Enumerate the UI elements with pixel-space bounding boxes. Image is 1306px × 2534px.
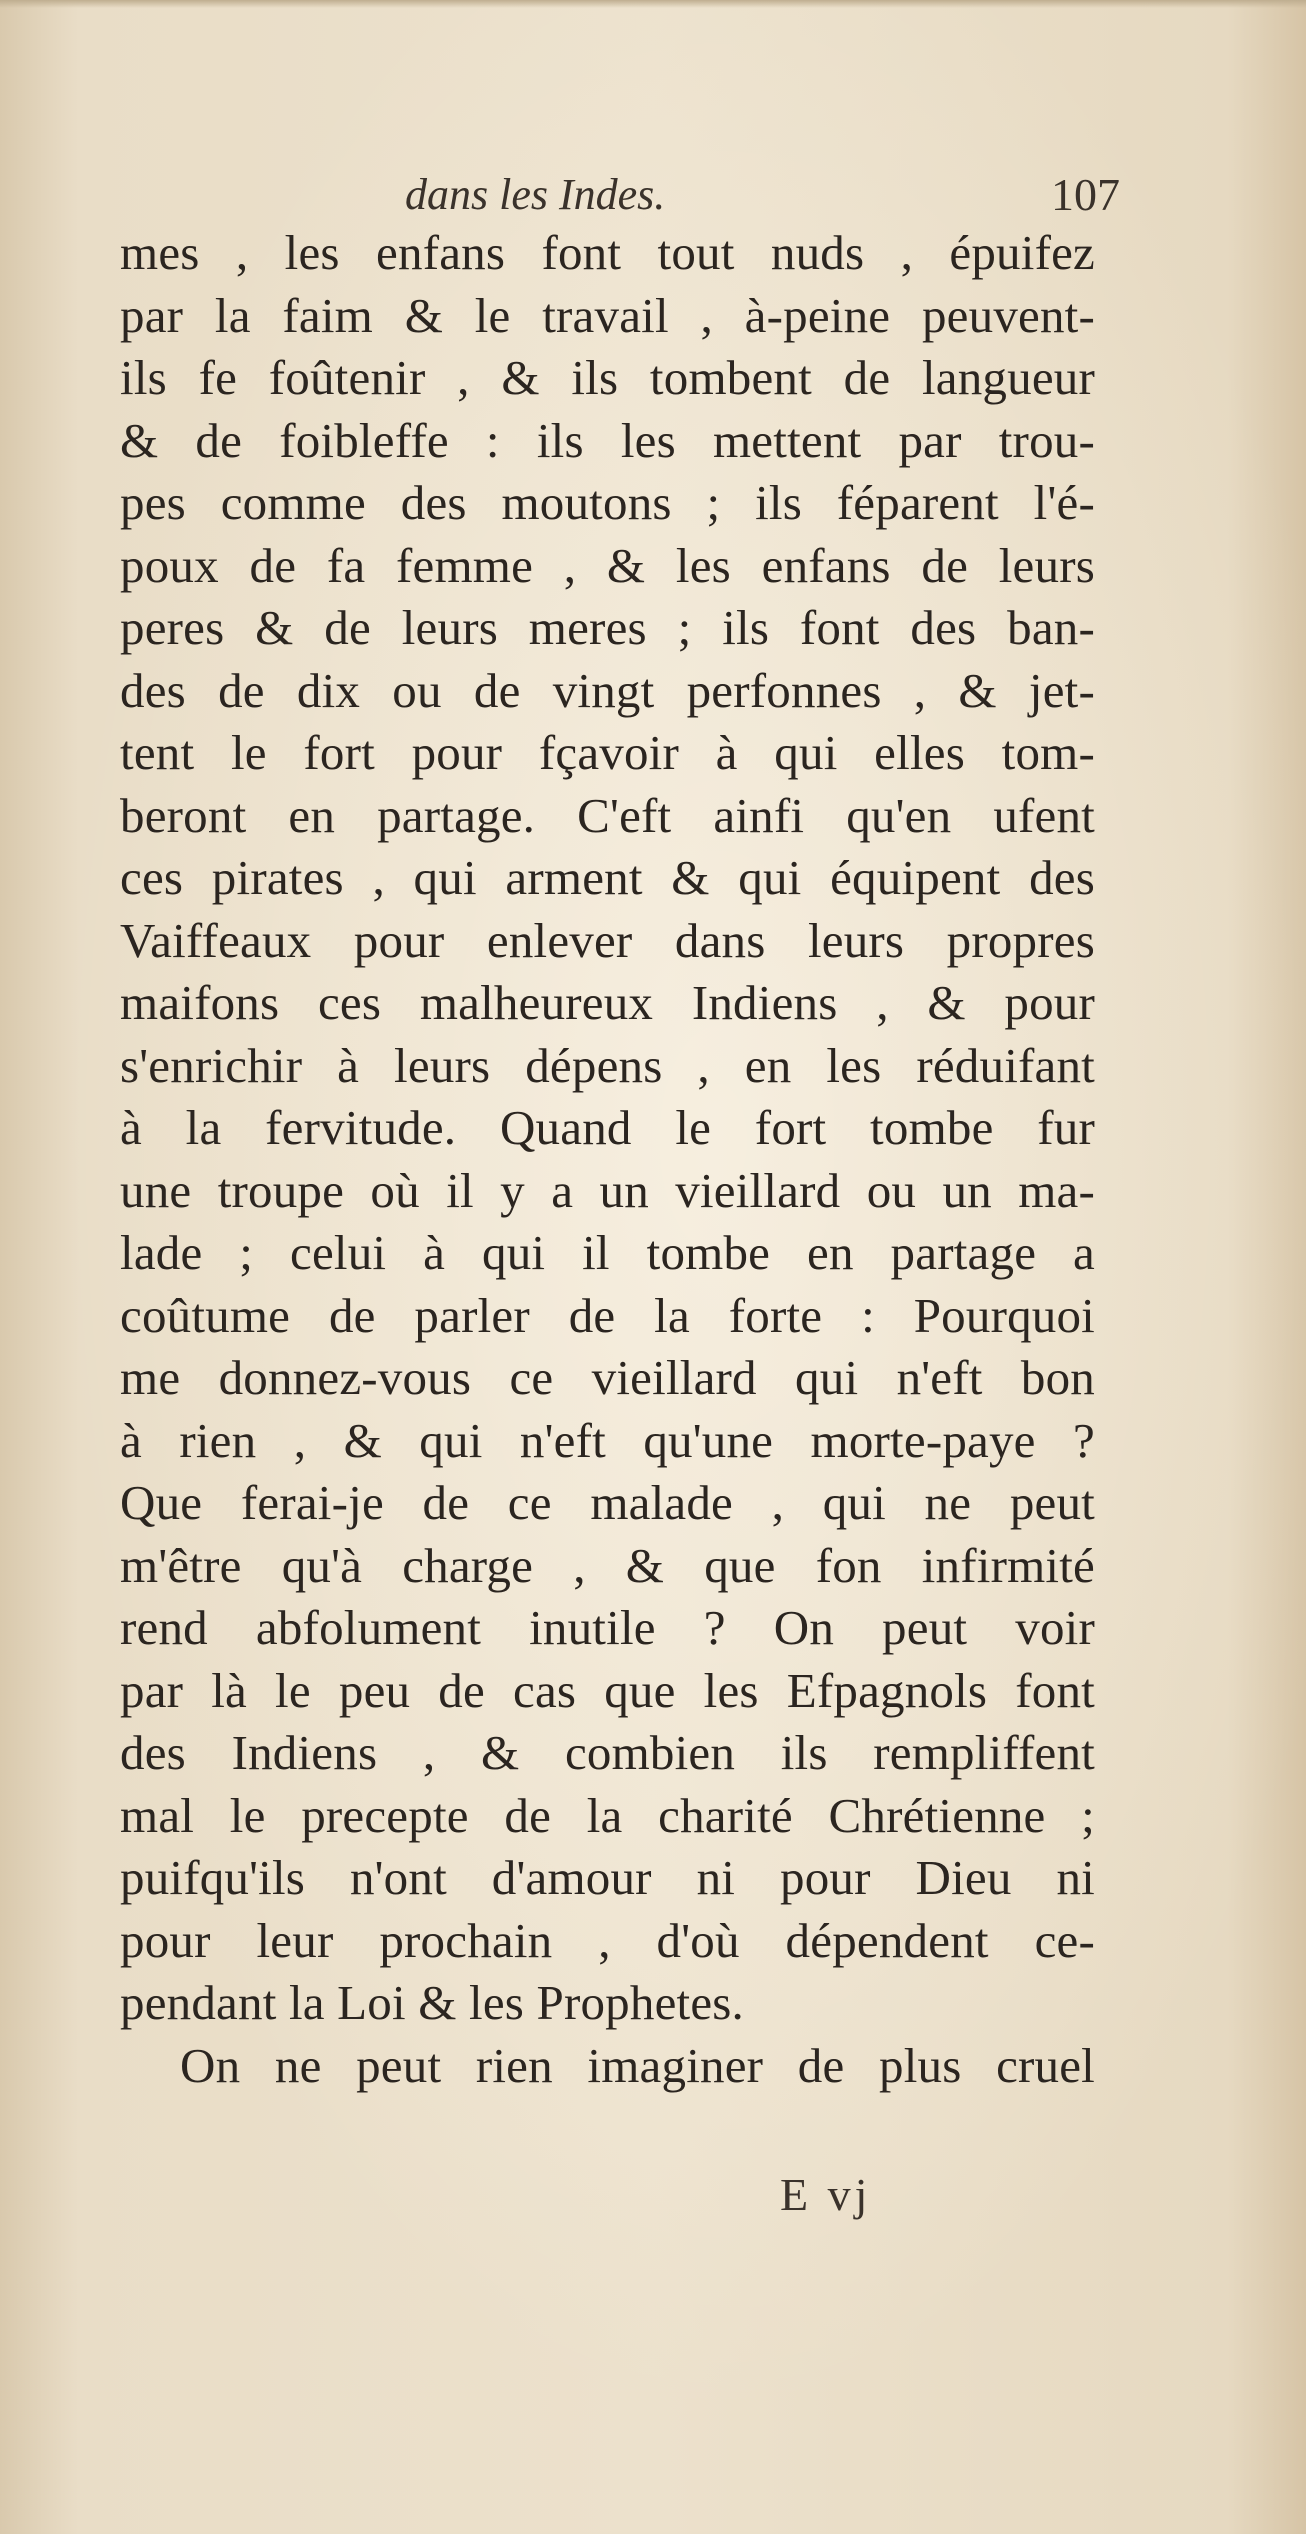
page-top-edge [0, 0, 1306, 8]
text-line: s'enrichir à leurs dépens , en les réduifant [120, 1037, 1095, 1093]
body-text [120, 222, 1095, 2097]
text-line: ces pirates , qui arment & qui équipent des [120, 850, 1095, 905]
text-line: beront en partage. C'eft ainfi qu'en ufent [120, 787, 1095, 843]
text-line: ils fe foûtenir , & ils tombent de langueur [120, 350, 1095, 405]
text-line: m'être qu'à charge , & que fon infirmité [120, 1537, 1095, 1593]
text-line: mal le precepte de la charité Chrétienne ; [120, 1787, 1095, 1843]
paragraph-start-line: On ne peut rien imaginer de plus cruel [180, 2037, 1095, 2093]
text-line: par la faim & le travail , à-peine peuvent- [120, 287, 1095, 343]
text-line: pour leur prochain , d'où dépendent ce- [120, 1912, 1095, 1968]
text-line: une troupe où il y a un vieillard ou un ma- [120, 1162, 1095, 1218]
text-line: coûtume de parler de la forte : Pourquoi [120, 1287, 1095, 1343]
text-line: des de dix ou de vingt perfonnes , & jet- [120, 662, 1095, 718]
text-line: rend abfolument inutile ? On peut voir [120, 1600, 1095, 1655]
text-line: à la fervitude. Quand le fort tombe fur [120, 1100, 1095, 1155]
signature-mark: E vj [780, 2169, 872, 2220]
text-line: à rien , & qui n'eft qu'une morte-paye ? [120, 1412, 1095, 1468]
text-line: lade ; celui à qui il tombe en partage a [120, 1225, 1095, 1280]
paragraph-end-line: pendant la Loi & les Prophetes. [120, 1975, 745, 2030]
text-line: puifqu'ils n'ont d'amour ni pour Dieu ni [120, 1850, 1095, 1905]
text-line: peres & de leurs meres ; ils font des ban- [120, 600, 1095, 655]
text-line: Vaiffeaux pour enlever dans leurs propres [120, 912, 1095, 968]
text-line: maifons ces malheureux Indiens , & pour [120, 975, 1095, 1030]
text-line: par là le peu de cas que les Efpagnols font [120, 1662, 1095, 1718]
text-line: & de foibleffe : ils les mettent par trou- [120, 412, 1095, 468]
page-footer [120, 2160, 1095, 2230]
page-header [120, 160, 1120, 230]
text-line: tent le fort pour fçavoir à qui elles tom- [120, 725, 1095, 780]
running-head: dans les Indes. [405, 170, 666, 219]
text-line: mes , les enfans font tout nuds , épuifez [120, 225, 1095, 280]
text-line: pes comme des moutons ; ils féparent l'é- [120, 475, 1095, 530]
text-line: poux de fa femme , & les enfans de leurs [120, 537, 1095, 593]
text-line: me donnez-vous ce vieillard qui n'eft bon [120, 1350, 1095, 1405]
text-line: Que ferai-je de ce malade , qui ne peut [120, 1475, 1095, 1530]
page-number: 107 [1051, 169, 1120, 220]
text-line: des Indiens , & combien ils rempliffent [120, 1725, 1095, 1780]
